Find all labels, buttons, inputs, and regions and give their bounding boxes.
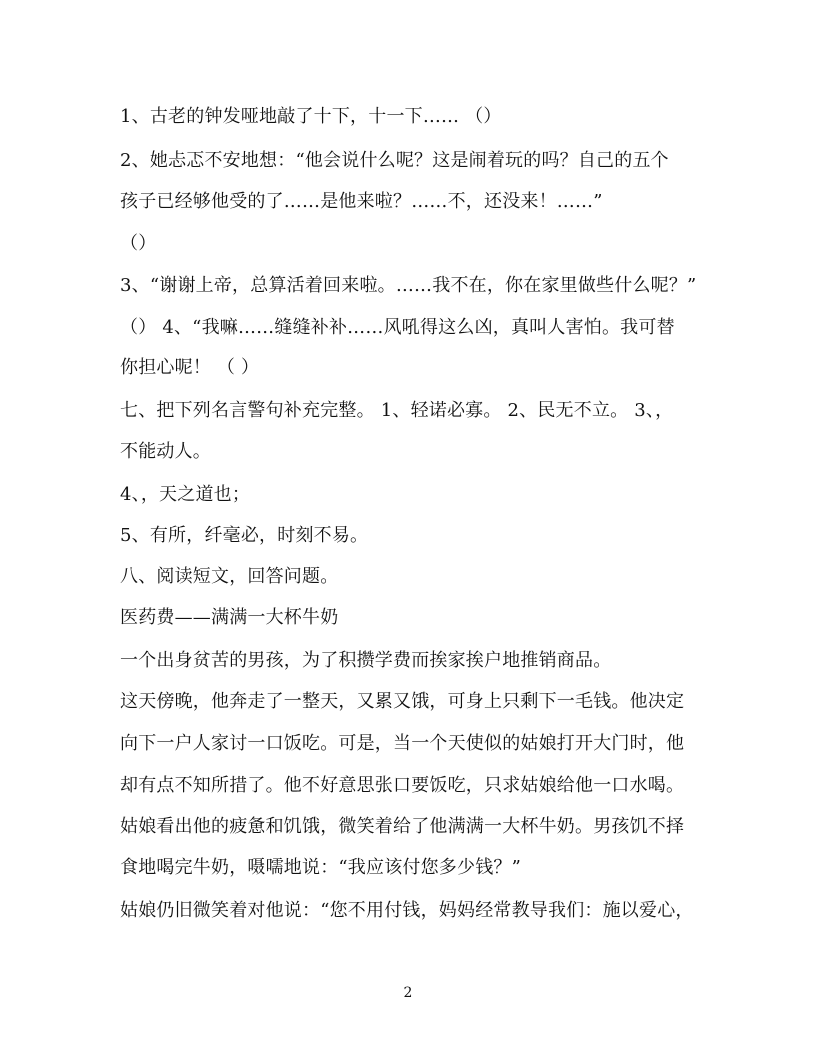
text-line: （） 4、“我嘛……缝缝补补……风吼得这么凶，真叫人害怕。我可替 [120,317,675,338]
article-title: 医药费——满满一大杯牛奶 [120,607,339,628]
text-line: 3、“谢谢上帝，总算活着回来啦。……我不在，你在家里做些什么呢？” [120,275,697,296]
page-number: 2 [403,985,413,1001]
text-line: 孩子已经够他受的了……是他来啦？……不，还没来！……” [120,191,603,212]
text-line: 4、，天之道也； [120,484,251,505]
text-line: 5、有所，纤毫必，时刻不易。 [120,525,369,546]
text-line: 不能动人。 [120,441,211,462]
text-line: （） [120,233,157,254]
text-line: 姑娘仍旧微笑着对他说：“您不用付钱，妈妈经常教导我们：施以爱心， [120,900,694,921]
text-line: 七、把下列名言警句补充完整。 1、轻诺必寡。 2、民无不立。 3、， [120,400,674,421]
section-heading: 八、阅读短文，回答问题。 [120,566,339,587]
text-line: 1、古老的钟发哑地敲了十下，十一下…… （） [120,106,502,127]
text-line: 却有点不知所措了。他不好意思张口要饭吃，只求姑娘给他一口水喝。 [120,775,685,796]
text-line: 姑娘看出他的疲惫和饥饿，微笑着给了他满满一大杯牛奶。男孩饥不择 [120,816,685,837]
text-line: 向下一户人家讨一口饭吃。可是，当一个天使似的姑娘打开大门时，他 [120,733,685,754]
text-line: 一个出身贫苦的男孩，为了积攒学费而挨家挨户地推销商品。 [120,650,612,671]
text-line: 这天傍晚，他奔走了一整天，又累又饿，可身上只剩下一毛钱。他决定 [120,691,685,712]
text-line: 食地喝完牛奶，嗫嚅地说：“我应该付您多少钱？” [120,857,522,878]
text-line: 你担心呢！ （ ） [120,357,260,378]
text-line: 2、她忐忑不安地想：“他会说什么呢？这是闹着玩的吗？自己的五个 [120,150,669,171]
